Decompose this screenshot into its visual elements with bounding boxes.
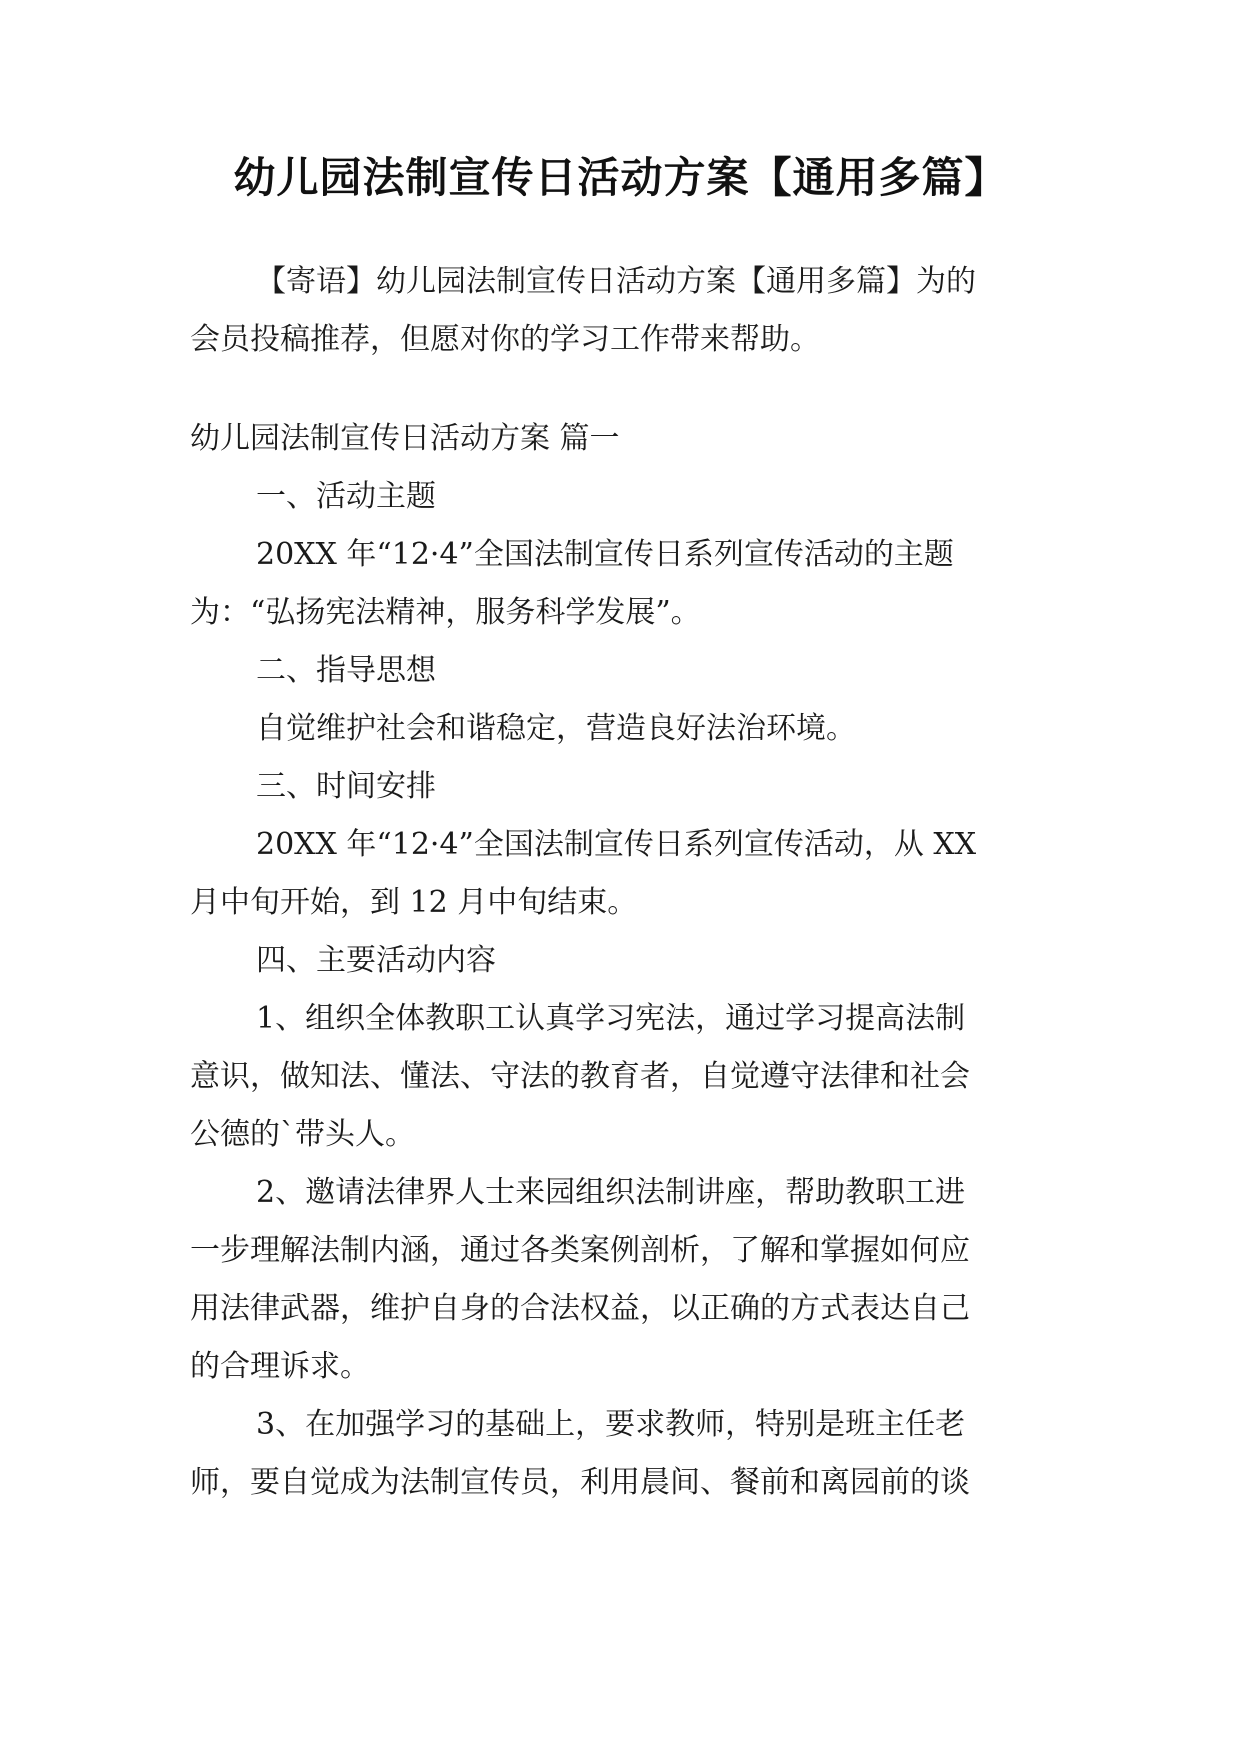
subheading-theme: 一、活动主题 bbox=[256, 479, 436, 514]
paragraph-line: 的合理诉求。 bbox=[190, 1349, 370, 1384]
paragraph-line: 1、组织全体教职工认真学习宪法，通过学习提高法制 bbox=[256, 1001, 966, 1036]
paragraph-line: 一步理解法制内涵，通过各类案例剖析，了解和掌握如何应 bbox=[190, 1233, 970, 1268]
paragraph-line: 公德的`带头人。 bbox=[190, 1117, 415, 1152]
subheading-activities: 四、主要活动内容 bbox=[256, 943, 496, 978]
intro-line: 【寄语】幼儿园法制宣传日活动方案【通用多篇】为的 bbox=[256, 264, 976, 299]
paragraph-line: 用法律武器，维护自身的合法权益，以正确的方式表达自己 bbox=[190, 1291, 970, 1326]
subheading-guiding-idea: 二、指导思想 bbox=[256, 653, 436, 688]
paragraph-line: 3、在加强学习的基础上，要求教师，特别是班主任老 bbox=[256, 1407, 966, 1442]
paragraph-line: 月中旬开始，到 12 月中旬结束。 bbox=[190, 885, 638, 920]
paragraph-line: 20XX 年“12·4”全国法制宣传日系列宣传活动，从 XX bbox=[256, 827, 977, 862]
intro-paragraph bbox=[190, 253, 1056, 369]
paragraph-line: 2、邀请法律界人士来园组织法制讲座，帮助教职工进 bbox=[256, 1175, 966, 1210]
paragraph-line: 师，要自觉成为法制宣传员，利用晨间、餐前和离园前的谈 bbox=[190, 1465, 970, 1500]
subheading-schedule: 三、时间安排 bbox=[256, 769, 436, 804]
paragraph-line: 自觉维护社会和谐稳定，营造良好法治环境。 bbox=[256, 711, 856, 746]
section-heading: 幼儿园法制宣传日活动方案 篇一 bbox=[190, 421, 620, 456]
document-title: 幼儿园法制宣传日活动方案【通用多篇】 bbox=[233, 153, 1008, 202]
paragraph-line: 为：“弘扬宪法精神，服务科学发展”。 bbox=[190, 595, 701, 630]
intro-line: 会员投稿推荐，但愿对你的学习工作带来帮助。 bbox=[190, 322, 820, 357]
paragraph-line: 意识，做知法、懂法、守法的教育者，自觉遵守法律和社会 bbox=[190, 1059, 970, 1094]
paragraph-line: 20XX 年“12·4”全国法制宣传日系列宣传活动的主题 bbox=[256, 537, 954, 572]
section-body bbox=[190, 410, 1056, 1512]
